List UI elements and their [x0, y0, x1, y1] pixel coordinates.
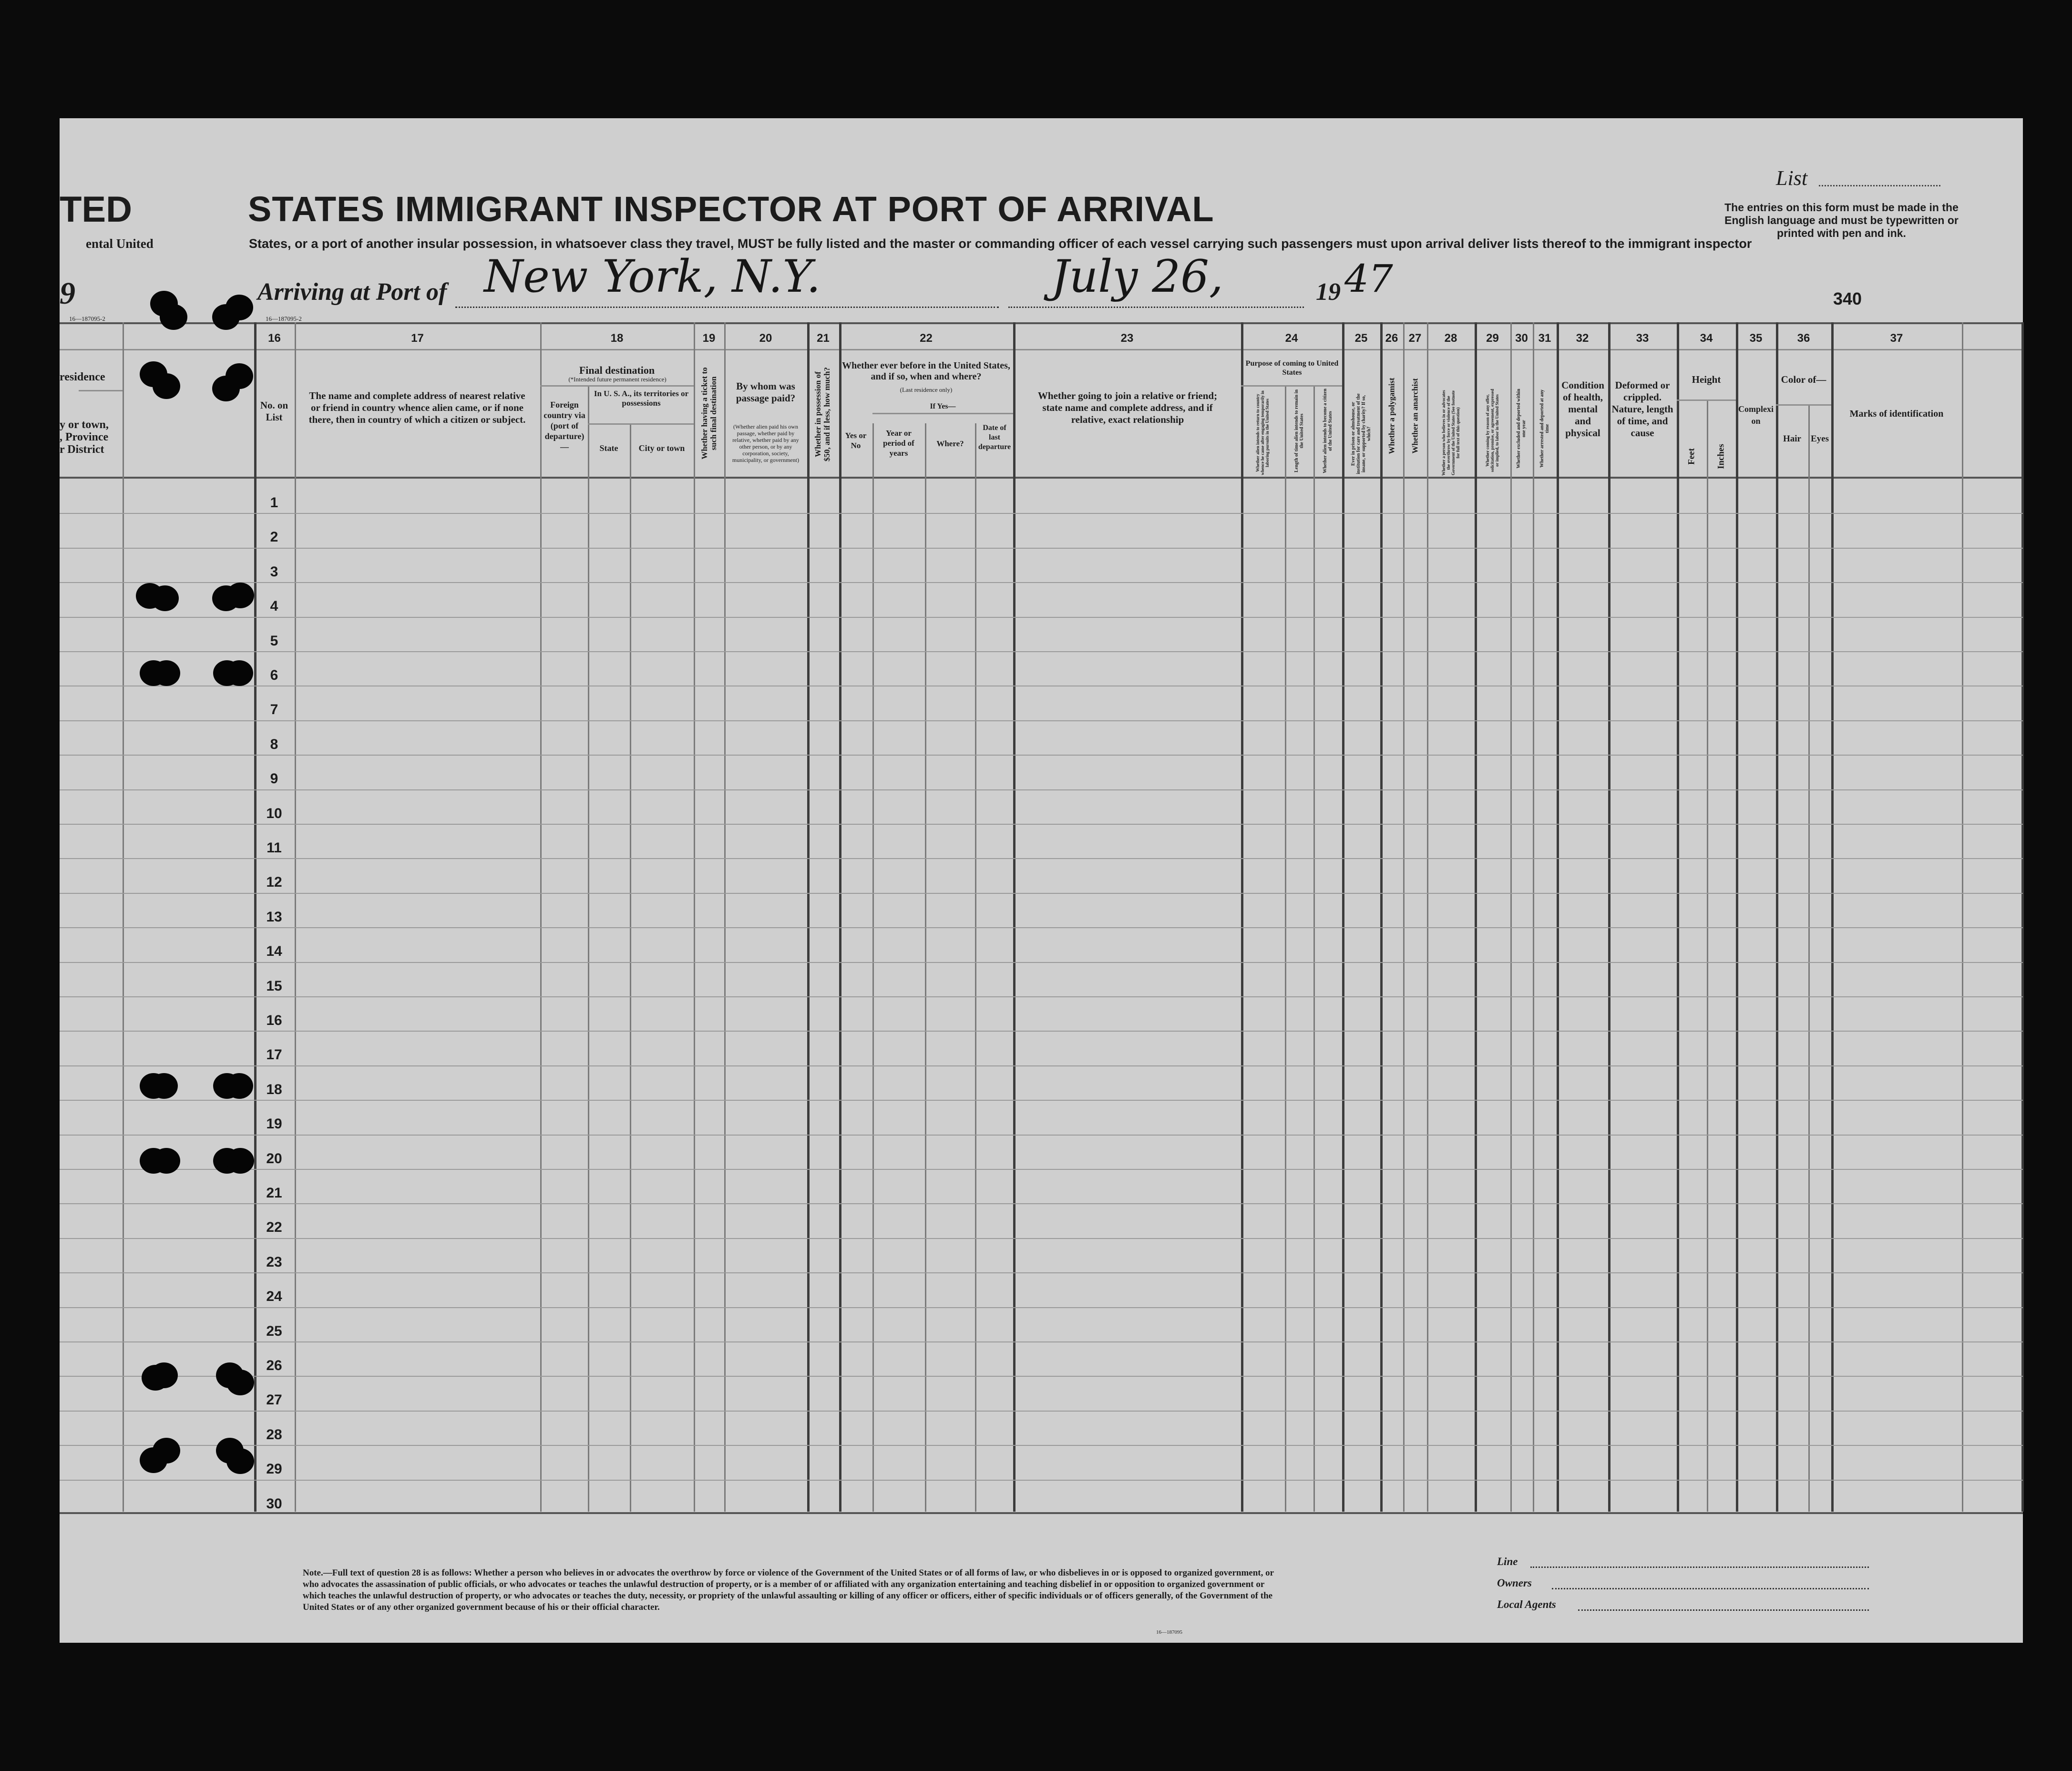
punch-hole [151, 585, 179, 611]
subtitle-text: States, or a port of another insular possession, in whatsoever class they travel, MUST be fully listed and the master or commanding officer of each vessel carrying such passengers must upon arrival deliver lists thereof to the immigrant inspector [249, 236, 1752, 251]
row-number: 27 [266, 1392, 282, 1408]
colnum-20: 20 [759, 332, 772, 345]
colnum-17: 17 [411, 332, 424, 345]
header-deformed: Deformed or crippled. Nature, length of time, and cause [1611, 379, 1673, 439]
colnum-25: 25 [1354, 332, 1368, 345]
header-ticket: Whether having a ticket to such final destination [700, 367, 718, 460]
header-last-residence: (Last residence only) [900, 386, 953, 393]
col-line-y [1557, 322, 1559, 1512]
col-line-ah [2021, 322, 2024, 1512]
punch-hole [150, 1362, 178, 1388]
header-in-usa: In U. S. A., its territories or possessions [594, 389, 689, 408]
colnum-22: 22 [920, 332, 933, 345]
header-purpose-citizen: Whether alien intends to become a citizen of the United States [1323, 389, 1333, 473]
row-divider [60, 1203, 2023, 1204]
row-divider [60, 1307, 2023, 1308]
row-number: 8 [270, 736, 278, 752]
header-nearest-relative: The name and complete address of nearest relative or friend in country whence alien came, or if none there, then in country of which a citizen or subject. [308, 390, 526, 425]
colnum-36: 36 [1797, 332, 1810, 345]
footer-agents-label: Local Agents [1497, 1598, 1556, 1610]
header-going-to-join: Whether going to join a relative or friend; state name and complete address, and if relative, exact relationship [1037, 390, 1218, 425]
row-number: 13 [266, 909, 282, 925]
col-line-d [540, 322, 542, 1512]
row-number: 29 [266, 1461, 282, 1477]
colnum-37: 37 [1890, 332, 1903, 345]
header-arrested: Whether arrested and deported at any time [1539, 389, 1550, 468]
col-line-u [1427, 322, 1428, 1512]
header-excluded: Whether excluded and deported within one year [1516, 389, 1527, 469]
punch-hole [226, 295, 253, 320]
residence-underline [79, 390, 124, 391]
punch-hole [226, 583, 254, 608]
port-handwritten: New York, N.Y. [484, 251, 821, 303]
punch-hole [226, 1148, 254, 1174]
row-number: 17 [266, 1047, 282, 1063]
row-number: 22 [266, 1219, 282, 1236]
header-condition-health: Condition of health, mental and physical [1561, 379, 1604, 439]
col-line-ad [1776, 322, 1778, 1512]
row-divider [60, 1411, 2023, 1412]
row-divider [60, 996, 2023, 997]
header-eyes: Eyes [1811, 434, 1829, 444]
row-divider [60, 1169, 2023, 1170]
header-overthrow: Whether a person who believes in or advocates the overthrow by force or violence of the Government of the United States (See footnote for full text of this question) [1441, 390, 1460, 476]
colnum-30: 30 [1515, 332, 1528, 345]
table-bottom-line [60, 1512, 2023, 1514]
footer-line-field [1530, 1566, 1869, 1568]
header-state: State [599, 443, 618, 453]
col-line-ag [1962, 322, 1963, 1512]
row-number: 30 [266, 1495, 282, 1512]
col-line-a [123, 322, 124, 1512]
row-number: 15 [266, 978, 282, 994]
punch-hole [226, 1370, 254, 1395]
footer-note: Note.—Full text of question 28 is as follows: Whether a person who believes in or advocates the overthrow by force or violence of the Government of the United States or of all forms of law, or who disbelieves in or is opposed to organized government, or who advocates the assassination of public officials, or who advocates or teaches the unlawful destruction of property, or is a member of or affiliated with any organization entertaining and teaching disbelief in or opposition to organized government or which teaches the unlawful destruction of property, or who advocates or teaches the duty, necessity, or propriety of the unlawful assaulting or killing of any officer or officers, either of specific individuals or of officers generally, of the Government of the United States or of any other organized government because of his or their official character. [303, 1568, 1274, 1612]
row-divider [60, 1272, 2023, 1273]
header-foreign-country: Foreign country via (port of departure)— [544, 400, 585, 451]
row-divider [60, 651, 2023, 652]
col-line-p [1285, 385, 1286, 1512]
header-bottom-line [60, 477, 2023, 479]
header-marks: Marks of identification [1849, 409, 1944, 419]
city-fragment-2: , Province [60, 431, 109, 443]
row-divider [60, 720, 2023, 721]
header-fifty-dollars: Whether in possession of $50, and if less, how much? [813, 367, 831, 461]
col-line-f [630, 423, 631, 1512]
c22-sub-line [872, 413, 1013, 414]
col-line-e [588, 385, 589, 1512]
colnum-27: 27 [1408, 332, 1422, 345]
c36-sub-line [1776, 404, 1831, 406]
header-if-yes: If Yes— [930, 402, 956, 410]
col-line-w [1510, 322, 1512, 1512]
row-number: 14 [266, 943, 282, 960]
header-labor-offer: Whether coming by reason of any offer, solicitation, promise, or agreement, expressed or implied, to labor in the United States [1485, 389, 1499, 472]
colnum-21: 21 [817, 332, 830, 345]
colnum-35: 35 [1749, 332, 1763, 345]
date-handwritten: July 26, [1051, 251, 1223, 303]
row-number: 5 [270, 633, 278, 649]
c34-sub-line [1677, 399, 1736, 401]
instructions-text: The entries on this form must be made in the English language and must be typewritten or printed with pen and ink. [1724, 201, 1959, 239]
row-number: 10 [266, 805, 282, 821]
row-number: 4 [270, 598, 278, 614]
date-line [1008, 307, 1304, 308]
table-top-line [60, 322, 2023, 324]
header-prison: Ever in prison or almshouse, or institution for care and treatment of the insane, or supported by charity? If so, which? [1351, 393, 1372, 474]
header-final-destination: Final destination [579, 364, 655, 376]
port-line [455, 307, 999, 308]
row-divider [60, 1065, 2023, 1066]
header-year-period: Year or period of years [883, 429, 914, 458]
col-line-v [1475, 322, 1477, 1512]
colnum-33: 33 [1636, 332, 1649, 345]
header-complexion: Complexion [1738, 404, 1774, 426]
col-line-m [975, 423, 976, 1512]
footer-line-label: Line [1497, 1556, 1518, 1567]
punch-hole [153, 1438, 180, 1464]
colnum-29: 29 [1486, 332, 1499, 345]
colnum-23: 23 [1120, 332, 1134, 345]
punch-hole [153, 660, 180, 686]
header-height: Height [1692, 374, 1721, 385]
row-divider [60, 893, 2023, 894]
year-prefix: 19 [1316, 278, 1341, 306]
header-inches: Inches [1716, 444, 1726, 469]
col-line-g [694, 322, 695, 1512]
colnum-24: 24 [1285, 332, 1298, 345]
row-divider [60, 617, 2023, 618]
punch-hole [153, 1148, 180, 1174]
form-code-left: 16—187095-2 [69, 315, 105, 322]
punch-hole [150, 1073, 178, 1099]
colnum-28: 28 [1444, 332, 1457, 345]
row-number: 9 [270, 771, 278, 787]
form-code-mid: 16—187095-2 [266, 315, 302, 322]
col-line-n [1013, 322, 1015, 1512]
col-line-c [295, 322, 296, 1512]
colnum-16: 16 [268, 332, 281, 345]
row-number: 24 [266, 1289, 282, 1305]
row-number: 21 [266, 1185, 282, 1201]
col-line-j [839, 322, 841, 1512]
col-line-af [1831, 322, 1834, 1512]
col-line-z [1608, 322, 1610, 1512]
punch-hole [226, 1073, 253, 1099]
header-no-on-list: No. on List [260, 399, 288, 423]
manifest-sheet [60, 118, 2023, 1643]
punch-hole [226, 1448, 254, 1474]
row-number: 3 [270, 563, 278, 580]
header-purpose-return: Whether alien intends to return to country whence he came after engaging temporarily in laboring pursuits in the United States [1255, 390, 1270, 475]
col-line-aa [1677, 322, 1679, 1512]
footer-owners-field [1552, 1588, 1869, 1589]
header-hair: Hair [1783, 434, 1801, 444]
colnum-31: 31 [1538, 332, 1551, 345]
row-number: 2 [270, 529, 278, 545]
header-yes-no: Yes or No [845, 431, 867, 450]
col-line-i [807, 322, 810, 1512]
colnum-line [60, 349, 2023, 350]
list-label: List [1776, 166, 1808, 190]
row-divider [60, 1135, 2023, 1136]
header-purpose-length: Length of time alien intends to remain in the United States [1294, 389, 1304, 472]
row-number: 11 [267, 840, 282, 856]
colnum-26: 26 [1385, 332, 1398, 345]
punch-hole [153, 373, 180, 399]
col-line-l [925, 423, 926, 1512]
row-number: 1 [270, 495, 278, 511]
header-date-last-departure: Date of last departure [978, 424, 1011, 451]
col-line-k [872, 423, 874, 1512]
header-color-of: Color of— [1781, 374, 1826, 385]
header-final-destination-note: (*Intended future permanent residence) [568, 376, 667, 383]
row-divider [60, 1031, 2023, 1032]
footer-agents-field [1578, 1609, 1869, 1611]
list-value-line [1819, 185, 1940, 186]
row-divider [60, 548, 2023, 549]
page-number: 340 [1833, 289, 1862, 308]
title-fragment: TED [60, 189, 132, 230]
left-fragment-line: ental United [86, 236, 154, 251]
row-divider [60, 1341, 2023, 1342]
punch-hole [226, 660, 253, 686]
c18-usa-line [588, 423, 694, 425]
row-divider [60, 927, 2023, 928]
row-divider [60, 755, 2023, 756]
page-title: STATES IMMIGRANT INSPECTOR AT PORT OF ARRIVAL [248, 189, 1214, 229]
row-number: 19 [266, 1116, 282, 1132]
row-divider [60, 1100, 2023, 1101]
footer-form-code: 16—187095 [1156, 1629, 1182, 1635]
col-line-h [724, 322, 726, 1512]
row-divider [60, 858, 2023, 859]
row-number: 25 [266, 1323, 282, 1339]
row-divider [60, 1376, 2023, 1377]
c18-sub-line [540, 385, 694, 387]
footer-owners-label: Owners [1497, 1577, 1532, 1589]
residence-fragment: residence [60, 371, 105, 383]
left-fragment-number: 9 [60, 276, 75, 311]
colnum-18: 18 [610, 332, 624, 345]
header-where: Where? [936, 439, 964, 448]
punch-hole [226, 363, 253, 389]
punch-hole [160, 304, 187, 330]
header-purpose: Purpose of coming to United States [1245, 359, 1339, 377]
row-number: 28 [266, 1426, 282, 1443]
row-divider [60, 1238, 2023, 1239]
row-number: 7 [270, 702, 278, 718]
row-number: 20 [266, 1150, 282, 1167]
row-divider [60, 1445, 2023, 1446]
row-divider [60, 513, 2023, 514]
header-polygamist: Whether a polygamist [1387, 378, 1396, 454]
colnum-19: 19 [702, 332, 716, 345]
c24-sub-line [1241, 385, 1342, 387]
col-line-t [1403, 322, 1405, 1512]
col-line-ae [1808, 404, 1810, 1512]
row-divider [60, 962, 2023, 963]
col-line-s [1380, 322, 1383, 1512]
row-number: 6 [270, 667, 278, 684]
header-feet: Feet [1686, 448, 1697, 465]
col-line-q [1313, 385, 1315, 1512]
city-fragment-3: r District [60, 443, 104, 456]
header-ever-in-us: Whether ever before in the United States, and if so, when and where? [842, 360, 1010, 382]
col-line-r [1342, 322, 1344, 1512]
row-divider [60, 789, 2023, 790]
row-number: 12 [266, 874, 282, 891]
colnum-32: 32 [1576, 332, 1589, 345]
year-handwritten: 47 [1344, 256, 1393, 301]
row-number: 23 [266, 1254, 282, 1270]
col-line-ac [1736, 322, 1738, 1512]
header-passage-paid-note: (Whether alien paid his own passage, whether paid by relative, whether paid by any other person, or by any corporation, society, municipality, or government) [732, 423, 800, 463]
row-number: 18 [266, 1081, 282, 1097]
colnum-34: 34 [1700, 332, 1713, 345]
header-city-or-town: City or town [638, 443, 685, 453]
col-line-o [1241, 322, 1243, 1512]
row-number: 26 [266, 1358, 282, 1374]
col-line-x [1533, 322, 1534, 1512]
col-line-ab [1707, 399, 1708, 1512]
header-anarchist: Whether an anarchist [1410, 378, 1420, 454]
header-passage-paid: By whom was passage paid? [736, 380, 796, 404]
arriving-label: Arriving at Port of [257, 278, 447, 306]
city-fragment-1: y or town, [60, 419, 109, 431]
row-divider [60, 824, 2023, 825]
row-divider [60, 1480, 2023, 1481]
row-number: 16 [266, 1013, 282, 1029]
row-divider [60, 582, 2023, 583]
